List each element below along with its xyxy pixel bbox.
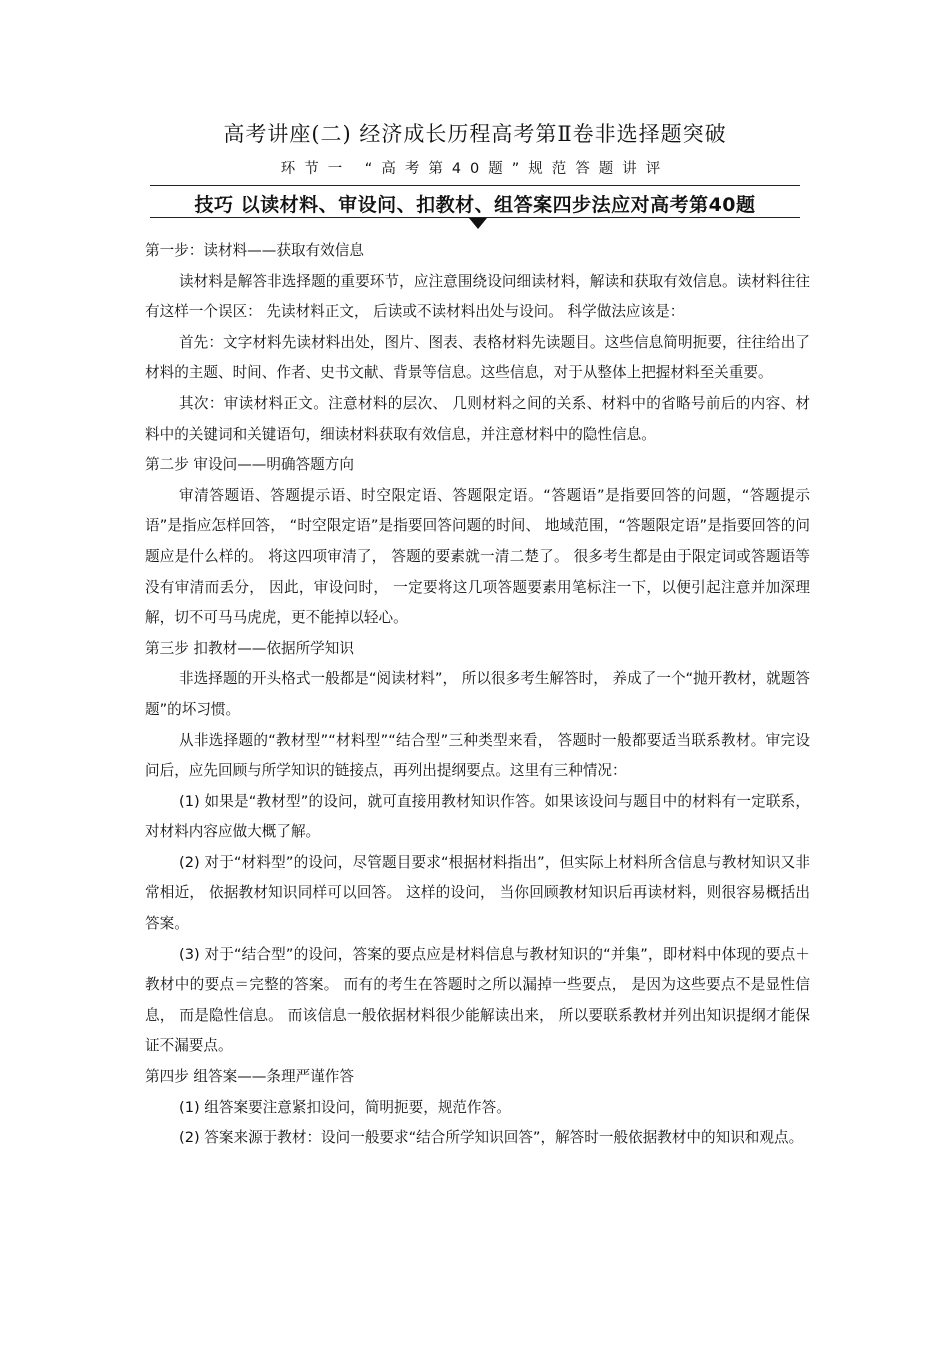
paragraph: 其次：审读材料正文。注意材料的层次、 几则材料之间的关系、材料中的省略号前后的内容、材料中的关键词和关键语句，细读材料获取有效信息，并注意材料中的隐性信息。 bbox=[145, 394, 810, 443]
step-4-heading: 第四步 组答案——条理严谨作答 bbox=[145, 1068, 354, 1086]
technique-banner: 技巧 以读材料、审设问、扣教材、组答案四步法应对高考第40题 bbox=[194, 194, 756, 216]
section-subtitle: 环节一 “高考第40题”规范答题讲评 bbox=[280, 161, 670, 177]
paragraph: 首先：文字材料先读材料出处，图片、图表、表格材料先读题目。这些信息简明扼要，往往给出了材料的主题、时间、作者、史书文献、背景等信息。这些信息，对于从整体上把握材料至关重要。 bbox=[145, 333, 810, 382]
paragraph: (2) 对于“材料型”的设问，尽管题目要求“根据材料指出”，但实际上材料所含信息与教材知识又非常相近， 依据教材知识同样可以回答。 这样的设问， 当你回顾教材知识后再读材料，则很容易概括出答案。 bbox=[145, 853, 810, 933]
document-body bbox=[145, 236, 810, 1154]
page-title: 高考讲座(二) 经济成长历程高考第Ⅱ卷非选择题突破 bbox=[223, 122, 727, 146]
paragraph: 非选择题的开头格式一般都是“阅读材料”， 所以很多考生解答时， 养成了一个“抛开教材，就题答题”的坏习惯。 bbox=[145, 670, 810, 718]
paragraph: 读材料是解答非选择题的重要环节，应注意围绕设问细读材料，解读和获取有效信息。读材料往往有这样一个误区： 先读材料正文， 后读或不读材料出处与设问。 科学做法应该是： bbox=[145, 272, 810, 321]
banner-top-rule bbox=[150, 185, 800, 186]
step-3-heading: 第三步 扣教材——依据所学知识 bbox=[145, 639, 354, 657]
paragraph: 从非选择题的“教材型”“材料型”“结合型”三种类型来看， 答题时一般都要适当联系教材。审完设问后，应先回顾与所学知识的链接点，再列出提纲要点。这里有三种情况： bbox=[145, 731, 810, 780]
paragraph: (1) 组答案要注意紧扣设问，简明扼要，规范作答。 bbox=[179, 1098, 511, 1116]
paragraph: (3) 对于“结合型”的设问，答案的要点应是材料信息与教材知识的“并集”，即材料中体现的要点＋教材中的要点＝完整的答案。 而有的考生在答题时之所以漏掉一些要点， 是因为这些要点不是显性信息， 而是隐性信息。 而该信息一般依据材料很少能解读出来， 所以要联系教材并列出知识提纲才能保证不漏要点。 bbox=[145, 945, 810, 1055]
paragraph: (2) 答案来源于教材：设问一般要求“结合所学知识回答”，解答时一般依据教材中的知识和观点。 bbox=[179, 1129, 804, 1147]
step-2-heading: 第二步 审设问——明确答题方向 bbox=[145, 456, 354, 474]
paragraph: 审清答题语、答题提示语、时空限定语、答题限定语。“答题语”是指要回答的问题，“答题提示语”是指应怎样回答， “时空限定语”是指要回答问题的时间、 地域范围，“答题限定语”是指要回答的问题应是什么样的。 将这四项审清了， 答题的要素就一清二楚了。 很多考生都是由于限定词或答题语等没有审清而丢分， 因此，审设问时， 一定要将这几项答题要素用笔标注一下，以便引起注意并加深理解，切不可马马虎虎，更不能掉以轻心。 bbox=[145, 486, 810, 627]
down-arrow-icon bbox=[469, 218, 487, 229]
step-1-heading: 第一步：读材料——获取有效信息 bbox=[145, 242, 364, 259]
paragraph: (1) 如果是“教材型”的设问，就可直接用教材知识作答。如果该设问与题目中的材料有一定联系，对材料内容应做大概了解。 bbox=[145, 792, 810, 841]
